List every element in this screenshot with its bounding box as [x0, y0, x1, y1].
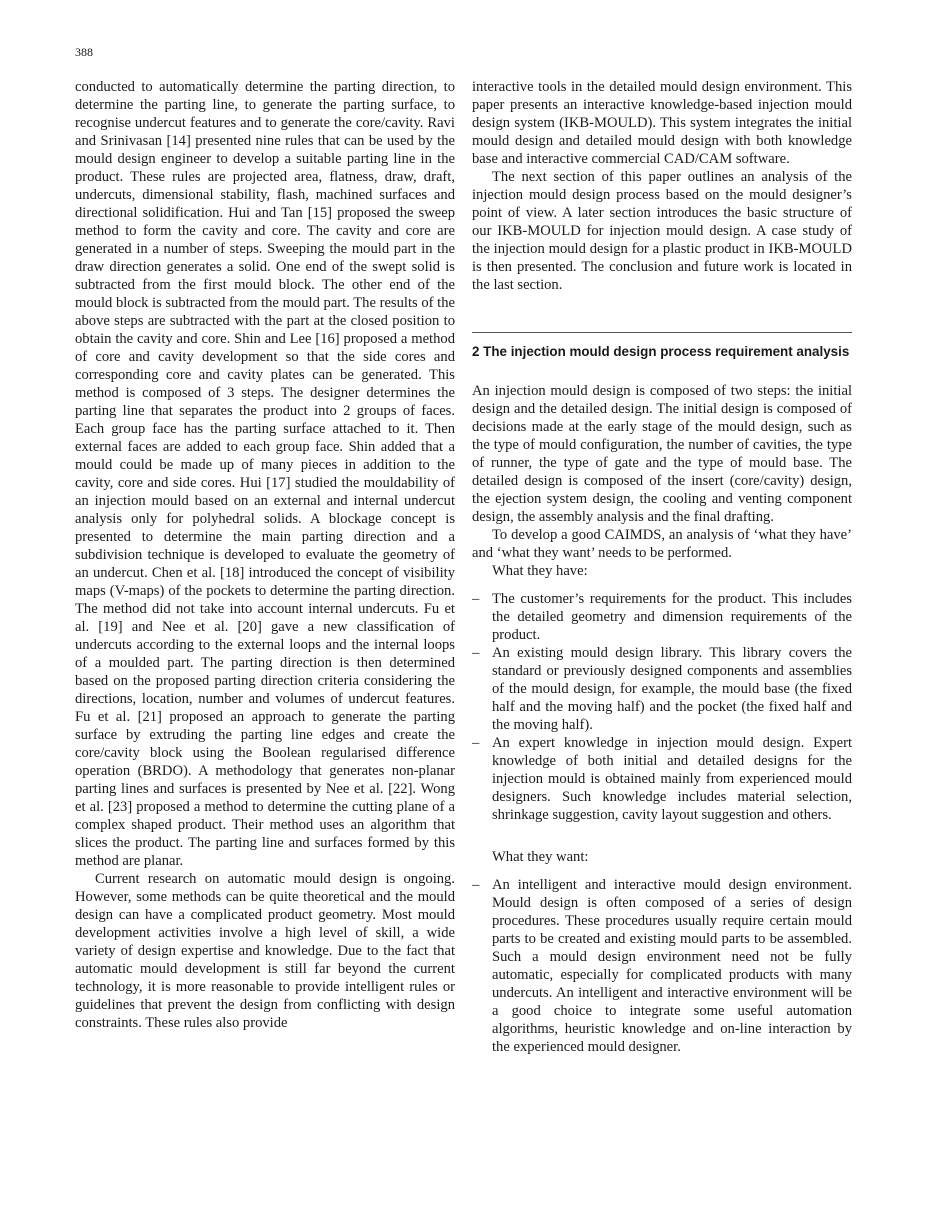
list-label-have: What they have: [492, 563, 588, 579]
right-column [472, 78, 852, 1056]
left-column [75, 78, 455, 1032]
paragraph: An injection mould design is composed of two steps: the initial design and the detailed design. The initial design is composed of decisions made at the early stage of the mould design, such as the type of mould configuration, the number of cavities, the type of runner, the type of gate and the type of mould base. The detailed design is composed of the insert (core/cavity) design, the ejection system design, the cooling and venting component design, the assembly analysis and the final drafting. [472, 383, 852, 525]
paragraph: The next section of this paper outlines an analysis of the injection mould design process based on the mould designer’s point of view. A later section introduces the basic structure of our IKB-MOULD for injection mould design. A case study of the injection mould design for a plastic product in IKB-MOULD is then presented. The conclusion and future work is located in the last section. [472, 169, 852, 293]
section-heading: 2 The injection mould design process requirement analysis [472, 344, 850, 359]
want-list [472, 876, 852, 1056]
list-label-want: What they want: [492, 849, 589, 865]
paragraph: interactive tools in the detailed mould design environment. This paper presents an interactive knowledge-based injection mould design system (IKB-MOULD). This system integrates the initial mould design and detailed mould design with both knowledge base and interactive commercial CAD/CAM software. [472, 79, 852, 167]
paragraph: Current research on automatic mould design is ongoing. However, some methods can be quite theoretical and the mould design can have a complicated product geometry. Most mould development activities involve a high level of skill, a wide variety of design expertise and knowledge. Due to the fact that automatic mould development is still far beyond the current technology, it is more reasonable to provide intelligent rules or guidelines that prevent the design from conflicting with design constraints. These rules also provide [75, 871, 455, 1031]
list-item: – An intelligent and interactive mould design environment. Mould design is often composed of a series of design procedures. These procedures usually require certain mould parts to be created and existing mould parts to be assembled. Such a mould design environment need not be fully automatic, especially for complicated products with many undercuts. An intelligent and interactive environment will be a good choice to integrate some useful automation algorithms, heuristic knowledge and on-line interaction by the experienced mould designer. [472, 876, 852, 1056]
list-item: – An expert knowledge in injection mould design. Expert knowledge of both initial and detailed designs for the injection mould is obtained mainly from experienced mould designers. Such knowledge includes material selection, shrinkage suggestion, cavity layout suggestion and others. [472, 734, 852, 824]
section-divider [472, 332, 852, 333]
page-number: 388 [75, 45, 93, 59]
list-item: – The customer’s requirements for the product. This includes the detailed geometry and dimension requirements of the product. [472, 590, 852, 644]
paragraph: conducted to automatically determine the parting direction, to determine the parting line, to generate the parting surface, to recognise undercut features and to generate the core/cavity. Ravi and Srinivasan [14] presented nine rules that can be used by the mould design engineer to develop a suitable parting line in the product. These rules are projected area, flatness, draw, draft, undercuts, dimensional stability, flash, machined surfaces and directional solidification. Hui and Tan [15] proposed the sweep method to form the cavity and core. The cavity and core are generated in a number of steps. Sweeping the mould part in the draw direction generates a solid. One end of the swept solid is subtracted from the first mould block. The other end of the mould block is subtracted from the mould part. The results of the above steps are subtracted with the part at the closed position to obtain the cavity and core. Shin and Lee [16] proposed a method of core and cavity development so that the side cores and corresponding core and cavity plates can be generated. This method is composed of 3 steps. The designer determines the parting line that separates the product into 2 groups of faces. Each group face has the parting surface attached to it. Then external faces are added to each group face. Shin added that a mould could be made up of many pieces in addition to the cavity, core and side cores. Hui [17] studied the mouldability of an injection mould based on an external and internal undercut analysis only for polyhedral solids. A blockage concept is presented to determine the main parting direction and a subdivision technique is developed to evaluate the geometry of an undercut. Chen et al. [18] introduced the concept of visibility maps (V-maps) of the pockets to determine the parting direction. The method did not take into account internal undercuts. Fu et al. [19] and Nee et al. [20] gave a new classification of undercuts according to the external loops and the internal loops of a moulded part. The parting direction is then determined based on the proposed parting direction criteria considering the directions, location, number and volumes of undercut features. Fu et al. [21] proposed an approach to generate the parting surface by extruding the parting line edges and create the core/cavity block using the Boolean regularised difference operation (BRDO). A methodology that generates non-planar parting lines and surfaces is presented by Nee et al. [22]. Wong et al. [23] proposed a method to determine the cutting plane of a complex shaped product. Their method uses an algorithm that slices the product. The parting line and surfaces formed by this method are planar. [75, 79, 455, 869]
paragraph: To develop a good CAIMDS, an analysis of ‘what they have’ and ‘what they want’ needs to be performed. [472, 527, 852, 561]
list-item: – An existing mould design library. This library covers the standard or previously designed components and assemblies of the mould design, for example, the mould base (the fixed half and the moving half) and the pocket (the fixed half and the moving half). [472, 644, 852, 734]
have-list [472, 590, 852, 824]
